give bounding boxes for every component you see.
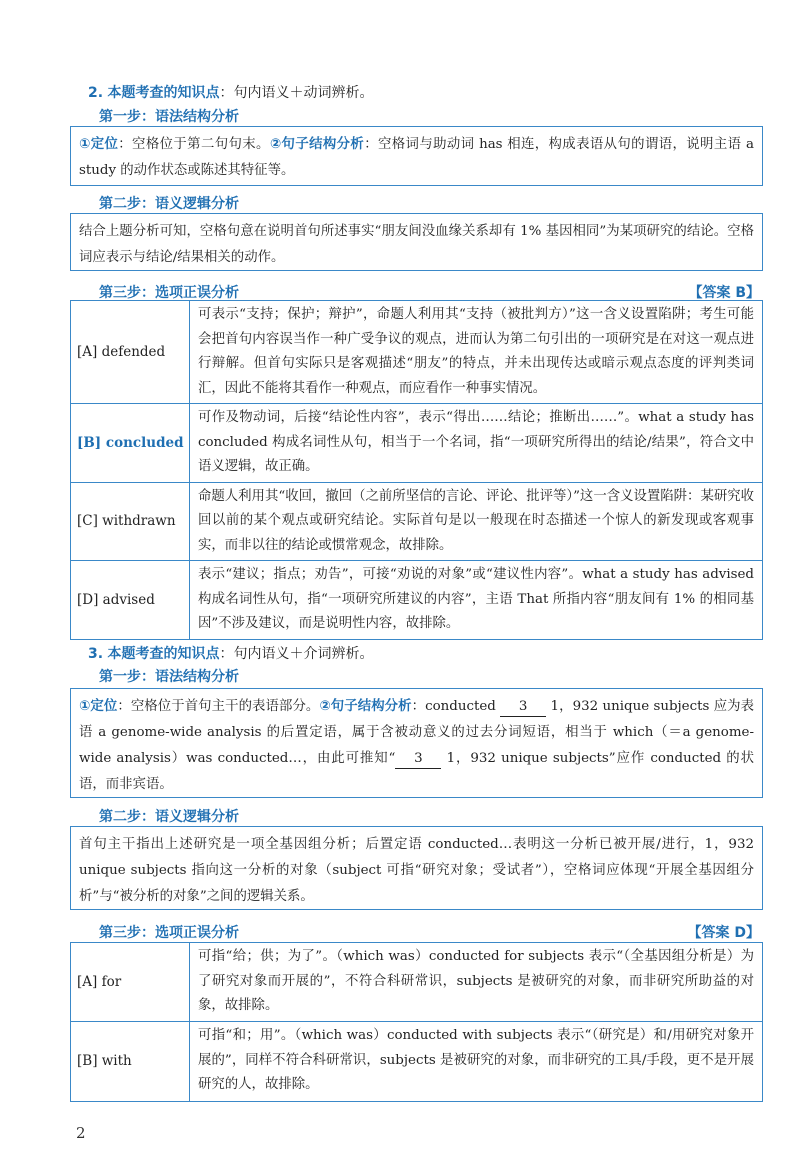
q3-option-b-label: [B] with	[71, 1021, 190, 1101]
table-row	[71, 943, 763, 1022]
q2-options-table	[70, 300, 763, 640]
table-row	[71, 301, 763, 404]
q3-option-a-text: 可指“给；供；为了”。（which was）conducted for subjects 表示“（全基因组分析是）为了研究对象而开展的”，不符合科研常识，subjects 是被研究的对象，而非研究所助益的对象，故排除。	[190, 943, 763, 1022]
q2-answer: 【答案 B】	[688, 285, 760, 301]
q3-answer: 【答案 D】	[687, 925, 760, 941]
q2-step1-box	[70, 126, 763, 186]
q2-option-c-label: [C] withdrawn	[71, 482, 190, 561]
q2-tag-locate: ①定位	[79, 137, 119, 152]
q3-option-b-text: 可指“和；用”。（which was）conducted with subjects 表示“（研究是）和/用研究对象开展的”，同样不符合科研常识，subjects 是被研究的对象，而非研究的工具/手段，更不是开展研究的人，故排除。	[190, 1021, 763, 1101]
q2-tag-structure: ②句子结构分析	[269, 137, 365, 152]
q2-title-rest: ：句内语义＋动词辨析。	[219, 85, 374, 101]
q3-options-table	[70, 942, 763, 1102]
q3-title-label: 本题考查的知识点	[107, 646, 220, 662]
table-row	[71, 404, 763, 483]
q3-structure-text-c: 1，932 unique subjects”应作 conducted 的状语，而非宾语。	[79, 751, 755, 792]
q3-title	[88, 643, 374, 663]
q2-title	[88, 82, 374, 102]
q3-option-a-label: [A] for	[71, 943, 190, 1022]
q3-title-rest: ：句内语义＋介词辨析。	[219, 646, 374, 662]
q2-title-label: 本题考查的知识点	[107, 85, 220, 101]
q2-option-b-text: 可作及物动词，后接“结论性内容”，表示“得出……结论；推断出……”。what a study has concluded 构成名词性从句，相当于一个名词，指“一项研究所得出的结论/结果”，符合文中语义逻辑，故正确。	[190, 404, 763, 483]
q3-step3-title: 第三步：选项正误分析	[99, 925, 239, 941]
q2-option-d-text: 表示“建议；指点；劝告”，可接“劝说的对象”或“建议性内容”。what a study has advised 构成名词性从句，指“一项研究所建议的内容”，主语 That 所指内容“朋友间有 1% 的相同基因”不涉及建议，而是说明性内容，故排除。	[190, 561, 763, 640]
table-row	[71, 1021, 763, 1101]
q3-step2-title: 第二步：语义逻辑分析	[99, 809, 239, 825]
q2-option-b-label: [B] concluded	[71, 404, 190, 483]
q3-locate-text: ：空格位于首句主干的表语部分。	[117, 699, 320, 714]
q3-blank-3-repeat: 3	[395, 750, 441, 769]
q3-step2-box: 首句主干指出上述研究是一项全基因组分析；后置定语 conducted…表明这一分析已被开展/进行，1，932 unique subjects 指向这一分析的对象（subject 可指“研究对象；受试者”），空格词应体现“开展全基因组分析”与“被分析的对象”之间的逻辑关系。	[70, 826, 763, 910]
q3-step1-box	[70, 688, 763, 798]
q3-structure-text-a: ：conducted	[411, 699, 501, 714]
q2-step2-title: 第二步：语义逻辑分析	[99, 196, 239, 212]
q2-option-d-label: [D] advised	[71, 561, 190, 640]
q3-structure-text-b: 1，932 unique subjects 应为表语 a genome-wide analysis 的后置定语，属于含被动意义的过去分词短语，相当于 which（＝a genome-wide analysis）was conducted…，由此可推知“	[79, 699, 755, 766]
q2-option-a-text: 可表示“支持；保护；辩护”，命题人利用其“支持（被批判方）”这一含义设置陷阱；考生可能会把首句内容误当作一种广受争议的观点，进而认为第二句引出的一项研究是在对这一观点进行辩解。但首句实际只是客观描述“朋友”的特点，并未出现传达或暗示观点态度的评判类词汇，因此不能将其看作一种观点，而应看作一种事实情况。	[190, 301, 763, 404]
table-row	[71, 561, 763, 640]
q3-title-number: 3.	[88, 646, 104, 662]
q3-blank-3: 3	[500, 698, 546, 717]
q2-option-c-text: 命题人利用其“收回，撤回（之前所坚信的言论、评论、批评等）”这一含义设置陷阱：某研究收回以前的某个观点或研究结论。实际首句是以一般现在时态描述一个惊人的新发现或客观事实，而非以往的结论或惯常观念，故排除。	[190, 482, 763, 561]
q2-option-a-label: [A] defended	[71, 301, 190, 404]
q2-title-number: 2.	[88, 85, 104, 101]
q3-tag-locate: ①定位	[79, 699, 118, 714]
table-row	[71, 482, 763, 561]
q2-step3-title: 第三步：选项正误分析	[99, 285, 239, 301]
q2-step1-title: 第一步：语法结构分析	[99, 109, 239, 125]
q2-structure-text: ：空格词与助动词 has 相连，构成表语从句的谓语，说明主语 a study 的动作状态或陈述其特征等。	[79, 137, 755, 178]
q3-step1-title: 第一步：语法结构分析	[99, 669, 239, 685]
q2-locate-text: ：空格位于第二句句末。	[118, 137, 270, 152]
q3-tag-structure: ②句子结构分析	[319, 699, 412, 714]
q2-step2-box: 结合上题分析可知，空格句意在说明首句所述事实“朋友间没血缘关系却有 1% 基因相同”为某项研究的结论。空格词应表示与结论/结果相关的动作。	[70, 213, 763, 271]
page-number: 2	[76, 1124, 86, 1142]
